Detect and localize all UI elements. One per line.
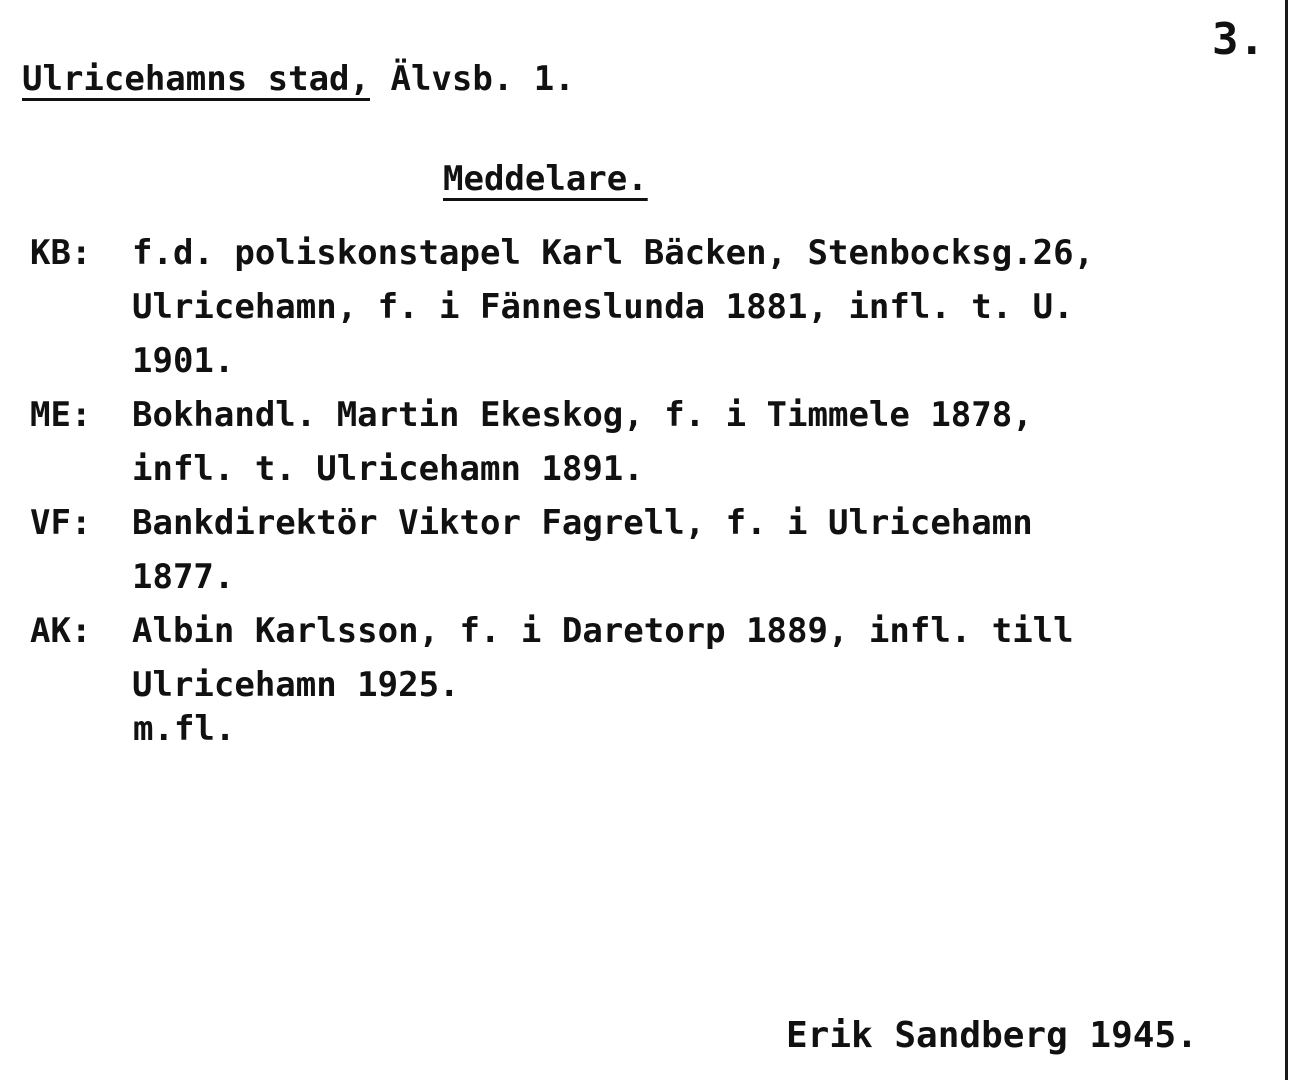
page-number: 3. [1212, 14, 1265, 65]
informant-list [30, 226, 1280, 712]
informant-entry [30, 496, 1280, 604]
card-header [22, 59, 575, 99]
informant-description: Bokhandl. Martin Ekeskog, f. i Timmele 1878, infl. t. Ulricehamn 1891. [132, 395, 1033, 489]
informant-code: VF: [30, 503, 92, 543]
informant-code: ME: [30, 395, 92, 435]
informant-description: Albin Karlsson, f. i Daretorp 1889, infl. till Ulricehamn 1925. [132, 611, 1074, 705]
informant-code: AK: [30, 611, 92, 651]
more-informants-note: m.fl. [133, 709, 236, 749]
informant-code: KB: [30, 233, 92, 273]
informant-description: f.d. poliskonstapel Karl Bäcken, Stenbocksg.26, Ulricehamn, f. i Fänneslunda 1881, infl. t. U. 1901. [132, 233, 1095, 381]
signature: Erik Sandberg 1945. [786, 1015, 1198, 1056]
informant-entry [30, 388, 1280, 496]
informant-entry [30, 604, 1280, 712]
informant-entry [30, 226, 1280, 388]
card-right-edge [1285, 0, 1288, 1080]
informant-description: Bankdirektör Viktor Fagrell, f. i Ulricehamn 1877. [132, 503, 1033, 597]
place-reference: Älvsb. 1. [390, 59, 575, 99]
section-heading: Meddelare. [443, 159, 648, 199]
place-name: Ulricehamns stad, [22, 59, 370, 99]
